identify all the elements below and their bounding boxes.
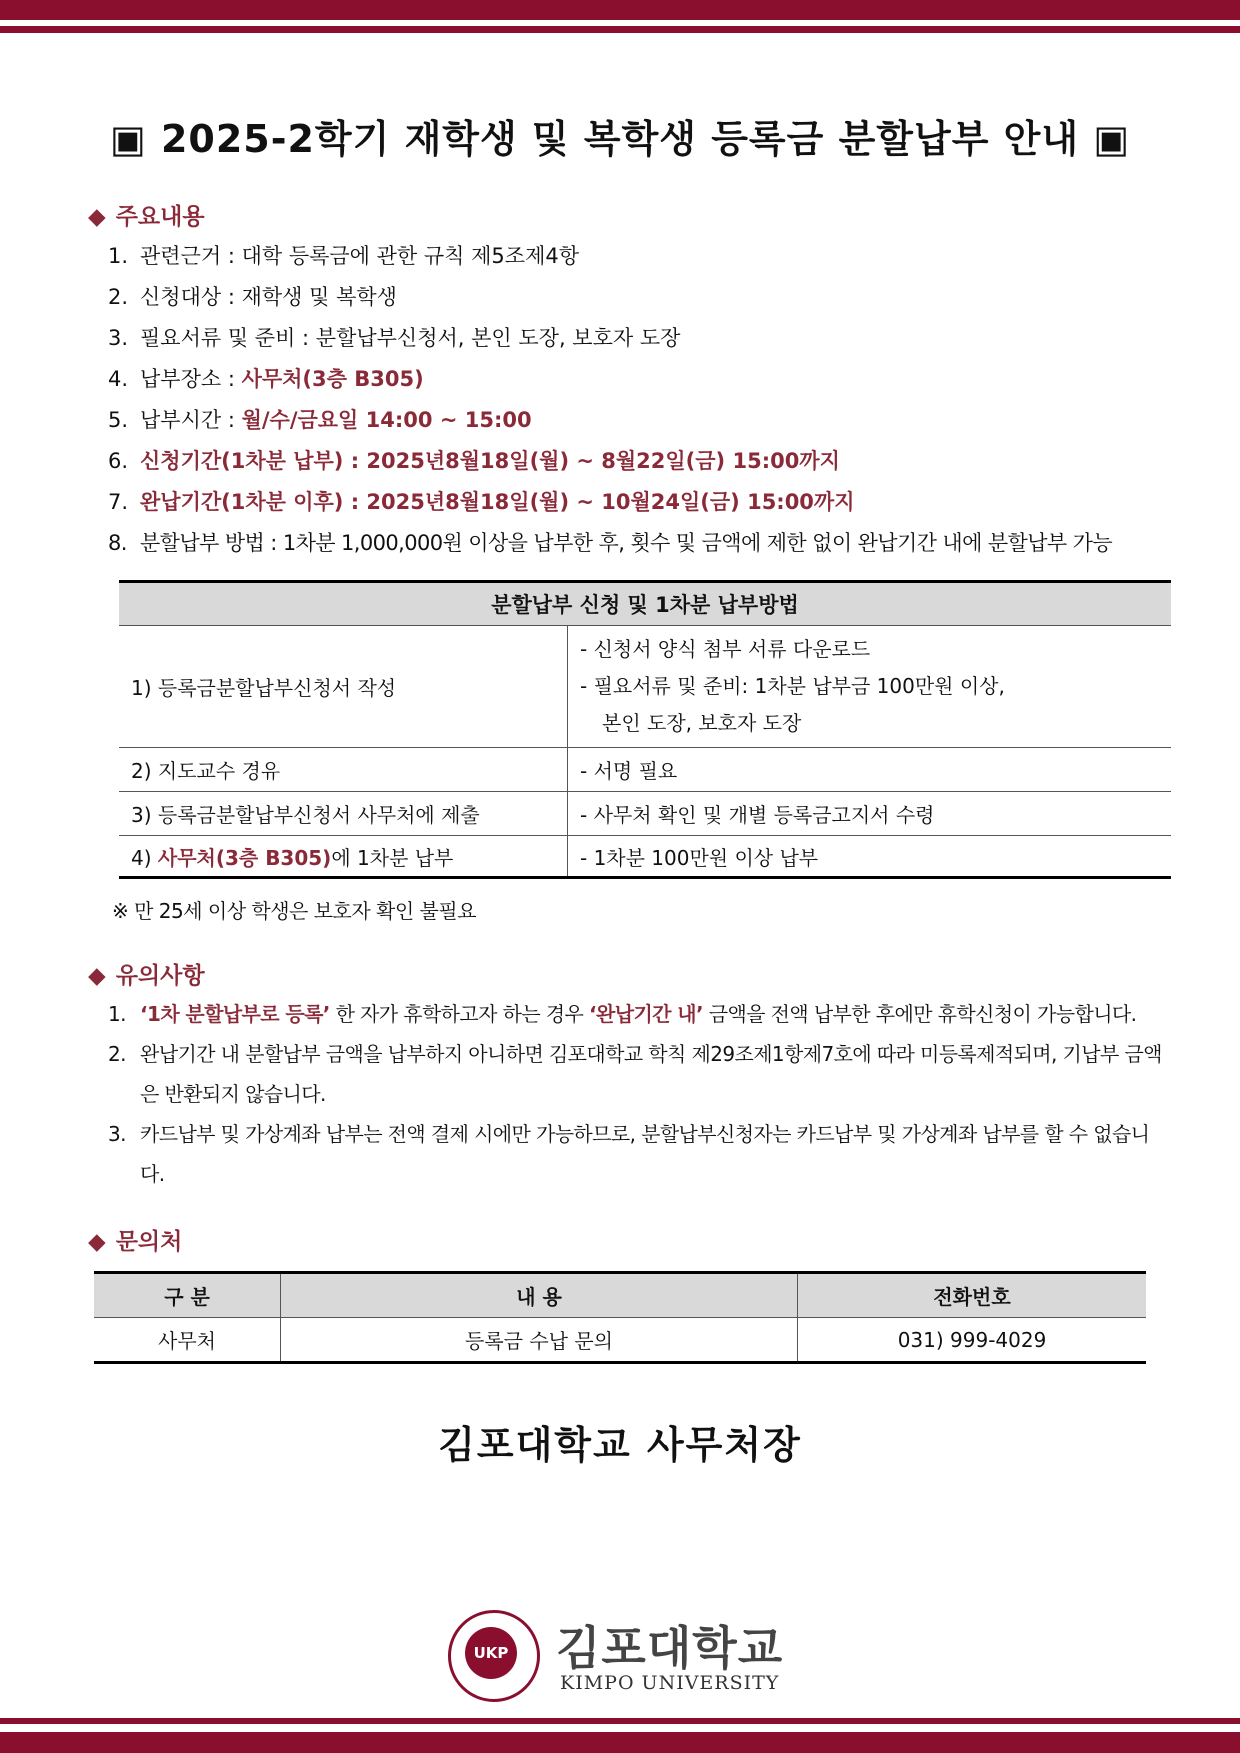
list-item: 3. 필요서류 및 준비 : 분할납부신청서, 본인 도장, 보호자 도장 <box>108 326 681 350</box>
top-band <box>0 0 1240 20</box>
application-period: 신청기간(1차분 납부) : 2025년8월18일(월) ~ 8월22일(금) 15:00까지 <box>140 449 840 473</box>
list-item: 4. 납부장소 : 사무처(3층 B305) <box>108 367 424 391</box>
list-item: 2. 신청대상 : 재학생 및 복학생 <box>108 285 397 309</box>
diamond-icon: ◆ <box>88 1229 106 1255</box>
list-item: 6. 신청기간(1차분 납부) : 2025년8월18일(월) ~ 8월22일(금) 15:00까지 <box>108 449 840 473</box>
university-logo <box>448 1610 808 1706</box>
table-row <box>119 748 1171 792</box>
full-payment-period: 완납기간(1차분 이후) : 2025년8월18일(월) ~ 10월24일(금) 15:00까지 <box>140 490 855 514</box>
table-cell: - 서명 필요 <box>568 748 1172 792</box>
table-cell: - 신청서 양식 첨부 서류 다운로드 - 필요서류 및 준비: 1차분 납부금 100만원 이상, 본인 도장, 보호자 도장 <box>568 626 1172 748</box>
logo-subtitle: KIMPO UNIVERSITY <box>560 1672 780 1694</box>
list-item: 1. 관련근거 : 대학 등록금에 관한 규칙 제5조제4항 <box>108 244 579 268</box>
table-cell: - 사무처 확인 및 개별 등록금고지서 수령 <box>568 792 1172 836</box>
method-table <box>119 580 1171 879</box>
footnote: ※ 만 25세 이상 학생은 보호자 확인 불필요 <box>112 899 477 923</box>
diamond-icon: ◆ <box>88 963 106 989</box>
main-list <box>108 236 1168 564</box>
list-item: 5. 납부시간 : 월/수/금요일 14:00 ~ 15:00 <box>108 408 532 432</box>
list-item: 8. 분할납부 방법 : 1차분 1,000,000원 이상을 납부한 후, 횟수 및 금액에 제한 없이 완납기간 내에 분할납부 가능 <box>108 531 1113 555</box>
list-item: 7. 완납기간(1차분 이후) : 2025년8월18일(월) ~ 10월24일(금) 15:00까지 <box>108 490 855 514</box>
list-item: 3. 카드납부 및 가상계좌 납부는 전액 결제 시에만 가능하므로, 분할납부신청자는 카드납부 및 가상계좌 납부를 할 수 없습니다. <box>108 1122 1150 1186</box>
bottom-band <box>0 1732 1240 1753</box>
signature: 김포대학교 사무처장 <box>438 1423 802 1467</box>
payment-time: 월/수/금요일 14:00 ~ 15:00 <box>241 408 532 432</box>
logo-name: 김포대학교 <box>556 1621 784 1675</box>
notes-section-heading: ◆ 유의사항 <box>88 963 205 989</box>
table-row: 사무처 등록금 수납 문의 031) 999-4029 <box>94 1318 1146 1363</box>
table-row <box>119 792 1171 836</box>
top-band-thin <box>0 26 1240 33</box>
contact-section-heading: ◆ 문의처 <box>88 1229 183 1255</box>
table-cell: 4) 사무처(3층 B305)에 1차분 납부 <box>119 836 568 878</box>
table-header-row: 구 분 내 용 전화번호 <box>94 1273 1146 1318</box>
table-cell: 1) 등록금분할납부신청서 작성 <box>119 626 568 748</box>
contact-table <box>94 1271 1146 1364</box>
table-row <box>119 836 1171 878</box>
method-table-header: 분할납부 신청 및 1차분 납부방법 <box>119 582 1171 626</box>
list-item: 2. 완납기간 내 분할납부 금액을 납부하지 아니하면 김포대학교 학칙 제29조제1항제7호에 따라 미등록제적되며, 기납부 금액은 반환되지 않습니다. <box>108 1042 1162 1106</box>
main-section-heading: ◆ 주요내용 <box>88 204 205 230</box>
phone-number: 031) 999-4029 <box>798 1318 1147 1363</box>
table-row <box>119 626 1171 748</box>
emblem-text: UKP <box>465 1627 517 1679</box>
table-cell: - 1차분 100만원 이상 납부 <box>568 836 1172 878</box>
bottom-band-thin <box>0 1718 1240 1724</box>
list-item: 1. ‘1차 분할납부로 등록’ 한 자가 휴학하고자 하는 경우 ‘완납기간 내’ 금액을 전액 납부한 후에만 휴학신청이 가능합니다. <box>108 1002 1137 1026</box>
payment-location: 사무처(3층 B305) <box>241 367 424 391</box>
diamond-icon: ◆ <box>88 204 106 230</box>
page-title: ▣ 2025-2학기 재학생 및 복학생 등록금 분할납부 안내 ▣ <box>109 117 1131 161</box>
notes-list <box>108 994 1168 1194</box>
table-cell: 2) 지도교수 경유 <box>119 748 568 792</box>
table-cell: 3) 등록금분할납부신청서 사무처에 제출 <box>119 792 568 836</box>
